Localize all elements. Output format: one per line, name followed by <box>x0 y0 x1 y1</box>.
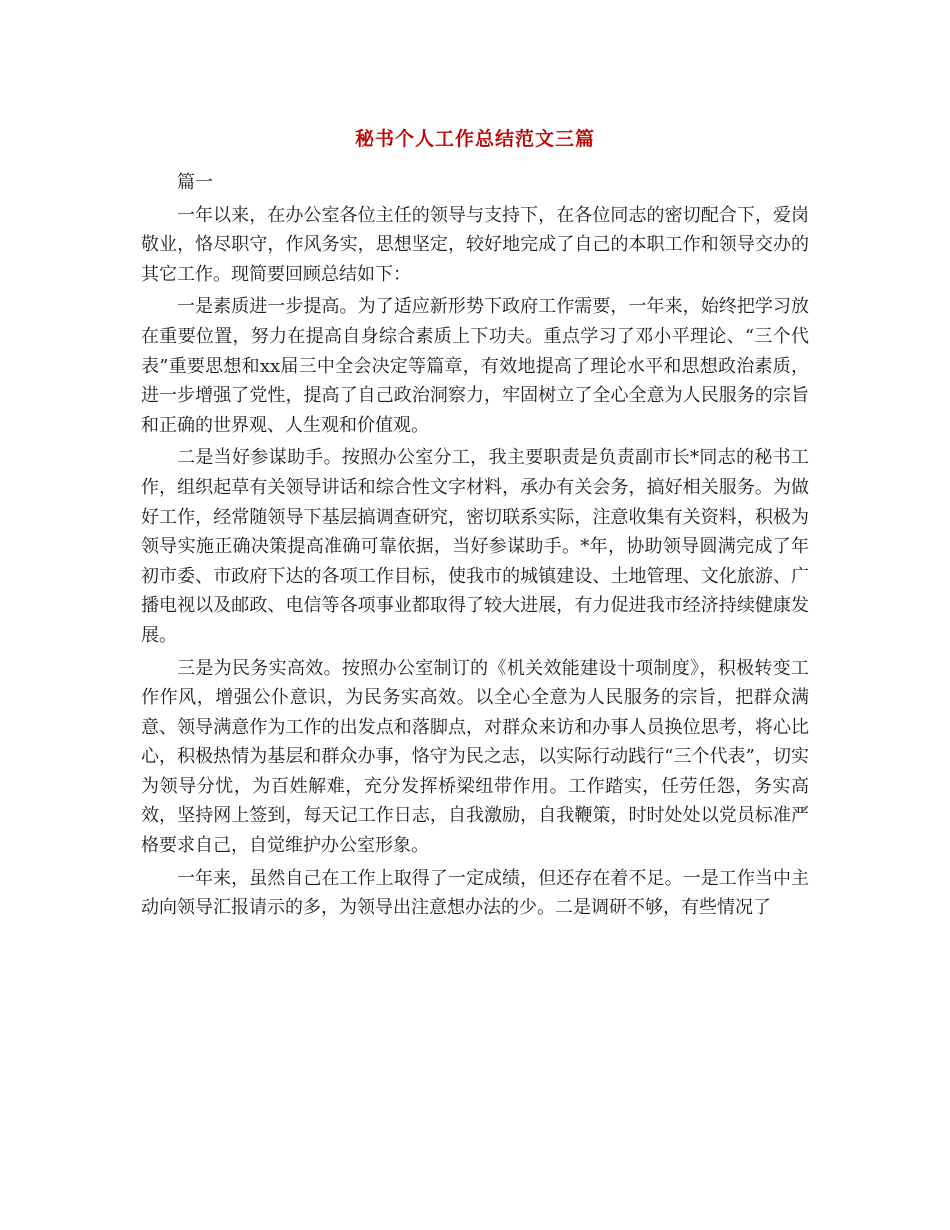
document-title: 秘书个人工作总结范文三篇 <box>354 128 595 150</box>
document-body <box>141 168 809 926</box>
paragraph-quality: 一是素质进一步提高。为了适应新形势下政府工作需要，一年来，始终把学习放在重要位置，努力在提高自身综合素质上下功夫。重点学习了邓小平理论、“三个代表”重要思想和xx届三中全会决定等篇章，有效地提高了理论水平和思想政治素质，进一步增强了党性，提高了自己政治洞察力，牢固树立了全心全意为人民服务的宗旨和正确的世界观、人生观和价值观。 <box>141 296 809 436</box>
paragraph-assistant: 二是当好参谋助手。按照办公室分工，我主要职责是负责副市长*同志的秘书工作，组织起草有关领导讲话和综合性文字材料，承办有关会务，搞好相关服务。为做好工作，经常随领导下基层搞调查研究，密切联系实际，注意收集有关资料，积极为领导实施正确决策提高准确可靠依据，当好参谋助手。*年，协助领导圆满完成了年初市委、市政府下达的各项工作目标，使我市的城镇建设、土地管理、文化旅游、广播电视以及邮政、电信等各项事业都取得了较大进展，有力促进我市经济持续健康发展。 <box>141 447 809 646</box>
paragraph-intro: 一年以来，在办公室各位主任的领导与支持下，在各位同志的密切配合下，爱岗敬业，恪尽职守，作风务实，思想坚定，较好地完成了自己的本职工作和领导交办的其它工作。现简要回顾总结如下： <box>141 204 809 285</box>
paragraph-shortcomings: 一年来，虽然自己在工作上取得了一定成绩，但还存在着不足。一是工作当中主动向领导汇报请示的多，为领导出注意想办法的少。二是调研不够，有些情况了 <box>141 867 809 919</box>
section-label: 篇一 <box>177 172 213 193</box>
paragraph-efficiency: 三是为民务实高效。按照办公室制订的《机关效能建设十项制度》，积极转变工作作风，增强公仆意识，为民务实高效。以全心全意为人民服务的宗旨，把群众满意、领导满意作为工作的出发点和落脚点，对群众来访和办事人员换位思考，将心比心，积极热情为基层和群众办事，恪守为民之志，以实际行动践行“三个代表”，切实为领导分忧，为百姓解难，充分发挥桥梁纽带作用。工作踏实，任劳任怨，务实高效，坚持网上签到，每天记工作日志，自我激励，自我鞭策，时时处处以党员标准严格要求自己，自觉维护办公室形象。 <box>141 657 809 857</box>
